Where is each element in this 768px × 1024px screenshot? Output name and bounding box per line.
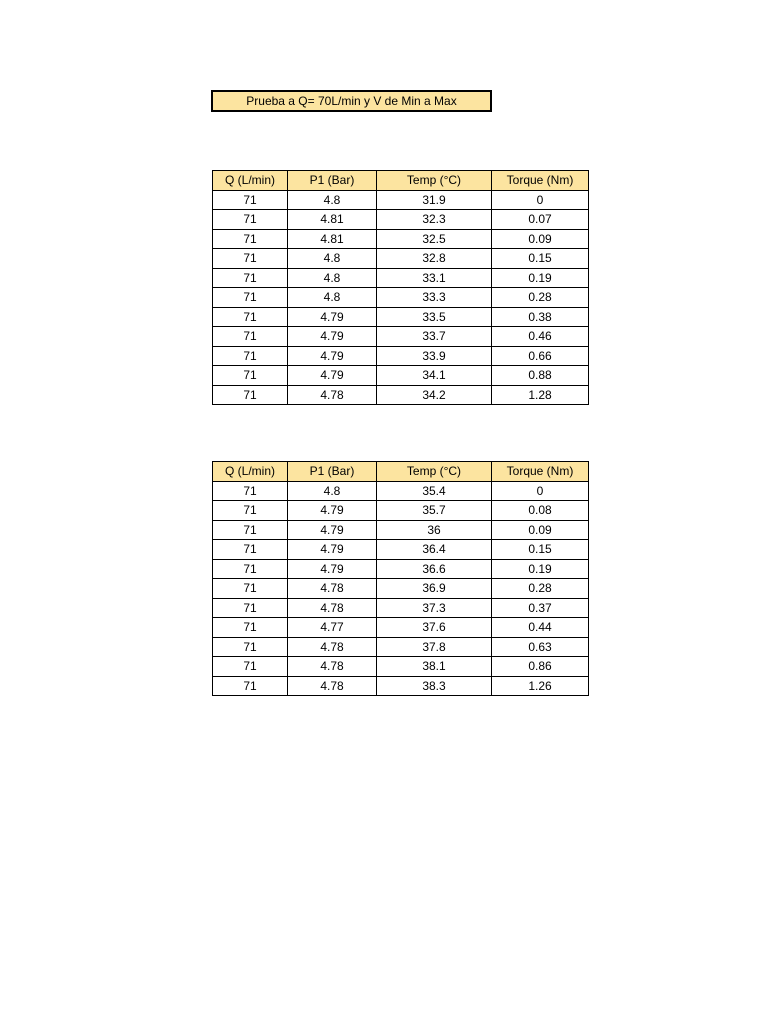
table-row bbox=[213, 618, 589, 638]
table-row bbox=[213, 540, 589, 560]
cell-q: 71 bbox=[213, 598, 288, 618]
column-header-temp: Temp (°C) bbox=[377, 462, 492, 482]
cell-temp: 32.5 bbox=[377, 229, 492, 249]
cell-temp: 37.3 bbox=[377, 598, 492, 618]
table-row bbox=[213, 676, 589, 696]
cell-q: 71 bbox=[213, 618, 288, 638]
cell-torque: 1.26 bbox=[492, 676, 589, 696]
column-header-p1: P1 (Bar) bbox=[288, 462, 377, 482]
data-table-2 bbox=[212, 461, 589, 696]
cell-q: 71 bbox=[213, 540, 288, 560]
cell-temp: 37.6 bbox=[377, 618, 492, 638]
cell-temp: 33.5 bbox=[377, 307, 492, 327]
cell-p1: 4.77 bbox=[288, 618, 377, 638]
cell-temp: 31.9 bbox=[377, 190, 492, 210]
cell-q: 71 bbox=[213, 327, 288, 347]
cell-torque: 0 bbox=[492, 481, 589, 501]
cell-torque: 0.15 bbox=[492, 540, 589, 560]
cell-torque: 0.66 bbox=[492, 346, 589, 366]
cell-q: 71 bbox=[213, 249, 288, 269]
cell-torque: 0.19 bbox=[492, 268, 589, 288]
cell-torque: 0.09 bbox=[492, 229, 589, 249]
cell-temp: 36 bbox=[377, 520, 492, 540]
table-header bbox=[213, 462, 589, 482]
cell-torque: 0.46 bbox=[492, 327, 589, 347]
cell-p1: 4.8 bbox=[288, 481, 377, 501]
cell-temp: 33.3 bbox=[377, 288, 492, 308]
table-row bbox=[213, 190, 589, 210]
cell-p1: 4.79 bbox=[288, 327, 377, 347]
cell-q: 71 bbox=[213, 520, 288, 540]
table-row bbox=[213, 327, 589, 347]
table-body bbox=[213, 481, 589, 696]
cell-p1: 4.81 bbox=[288, 229, 377, 249]
cell-q: 71 bbox=[213, 579, 288, 599]
column-header-q: Q (L/min) bbox=[213, 462, 288, 482]
cell-temp: 33.1 bbox=[377, 268, 492, 288]
cell-q: 71 bbox=[213, 559, 288, 579]
cell-torque: 0.86 bbox=[492, 657, 589, 677]
column-header-temp: Temp (°C) bbox=[377, 171, 492, 191]
cell-q: 71 bbox=[213, 190, 288, 210]
table-row bbox=[213, 501, 589, 521]
table-row bbox=[213, 559, 589, 579]
cell-q: 71 bbox=[213, 366, 288, 386]
cell-torque: 0.37 bbox=[492, 598, 589, 618]
cell-temp: 35.4 bbox=[377, 481, 492, 501]
cell-p1: 4.78 bbox=[288, 598, 377, 618]
cell-torque: 0.28 bbox=[492, 579, 589, 599]
column-header-torque: Torque (Nm) bbox=[492, 462, 589, 482]
cell-p1: 4.8 bbox=[288, 268, 377, 288]
cell-p1: 4.79 bbox=[288, 346, 377, 366]
table-row bbox=[213, 268, 589, 288]
cell-q: 71 bbox=[213, 481, 288, 501]
table-row bbox=[213, 210, 589, 230]
cell-temp: 32.8 bbox=[377, 249, 492, 269]
table-row bbox=[213, 579, 589, 599]
cell-q: 71 bbox=[213, 657, 288, 677]
cell-q: 71 bbox=[213, 288, 288, 308]
cell-torque: 0.07 bbox=[492, 210, 589, 230]
data-table-1 bbox=[212, 170, 589, 405]
cell-torque: 1.28 bbox=[492, 385, 589, 405]
cell-torque: 0.63 bbox=[492, 637, 589, 657]
table-row bbox=[213, 307, 589, 327]
cell-p1: 4.79 bbox=[288, 540, 377, 560]
table-row bbox=[213, 249, 589, 269]
table-row bbox=[213, 481, 589, 501]
cell-torque: 0.09 bbox=[492, 520, 589, 540]
cell-q: 71 bbox=[213, 385, 288, 405]
cell-temp: 36.4 bbox=[377, 540, 492, 560]
cell-temp: 38.1 bbox=[377, 657, 492, 677]
table-header bbox=[213, 171, 589, 191]
cell-torque: 0.19 bbox=[492, 559, 589, 579]
cell-q: 71 bbox=[213, 501, 288, 521]
table-row bbox=[213, 637, 589, 657]
cell-temp: 32.3 bbox=[377, 210, 492, 230]
cell-torque: 0 bbox=[492, 190, 589, 210]
cell-torque: 0.38 bbox=[492, 307, 589, 327]
table-row bbox=[213, 520, 589, 540]
table-body bbox=[213, 190, 589, 405]
table-row bbox=[213, 385, 589, 405]
cell-temp: 35.7 bbox=[377, 501, 492, 521]
table-row bbox=[213, 229, 589, 249]
cell-torque: 0.08 bbox=[492, 501, 589, 521]
cell-p1: 4.8 bbox=[288, 288, 377, 308]
cell-q: 71 bbox=[213, 307, 288, 327]
cell-temp: 38.3 bbox=[377, 676, 492, 696]
column-header-p1: P1 (Bar) bbox=[288, 171, 377, 191]
column-header-torque: Torque (Nm) bbox=[492, 171, 589, 191]
cell-q: 71 bbox=[213, 229, 288, 249]
table-row bbox=[213, 288, 589, 308]
cell-p1: 4.79 bbox=[288, 520, 377, 540]
page-title: Prueba a Q= 70L/min y V de Min a Max bbox=[211, 90, 492, 112]
table-row bbox=[213, 346, 589, 366]
cell-p1: 4.78 bbox=[288, 579, 377, 599]
cell-temp: 34.1 bbox=[377, 366, 492, 386]
cell-p1: 4.79 bbox=[288, 559, 377, 579]
cell-p1: 4.8 bbox=[288, 190, 377, 210]
cell-p1: 4.78 bbox=[288, 637, 377, 657]
cell-torque: 0.88 bbox=[492, 366, 589, 386]
cell-p1: 4.78 bbox=[288, 676, 377, 696]
header-row bbox=[213, 171, 589, 191]
cell-q: 71 bbox=[213, 637, 288, 657]
cell-torque: 0.15 bbox=[492, 249, 589, 269]
cell-q: 71 bbox=[213, 676, 288, 696]
cell-p1: 4.79 bbox=[288, 307, 377, 327]
column-header-q: Q (L/min) bbox=[213, 171, 288, 191]
header-row bbox=[213, 462, 589, 482]
cell-p1: 4.8 bbox=[288, 249, 377, 269]
cell-temp: 36.9 bbox=[377, 579, 492, 599]
cell-q: 71 bbox=[213, 346, 288, 366]
cell-temp: 33.7 bbox=[377, 327, 492, 347]
cell-q: 71 bbox=[213, 268, 288, 288]
cell-torque: 0.44 bbox=[492, 618, 589, 638]
cell-temp: 37.8 bbox=[377, 637, 492, 657]
table-row bbox=[213, 657, 589, 677]
cell-torque: 0.28 bbox=[492, 288, 589, 308]
table-row bbox=[213, 598, 589, 618]
cell-p1: 4.81 bbox=[288, 210, 377, 230]
cell-temp: 34.2 bbox=[377, 385, 492, 405]
cell-p1: 4.79 bbox=[288, 366, 377, 386]
cell-p1: 4.78 bbox=[288, 385, 377, 405]
cell-p1: 4.79 bbox=[288, 501, 377, 521]
table-row bbox=[213, 366, 589, 386]
cell-p1: 4.78 bbox=[288, 657, 377, 677]
cell-q: 71 bbox=[213, 210, 288, 230]
cell-temp: 33.9 bbox=[377, 346, 492, 366]
cell-temp: 36.6 bbox=[377, 559, 492, 579]
